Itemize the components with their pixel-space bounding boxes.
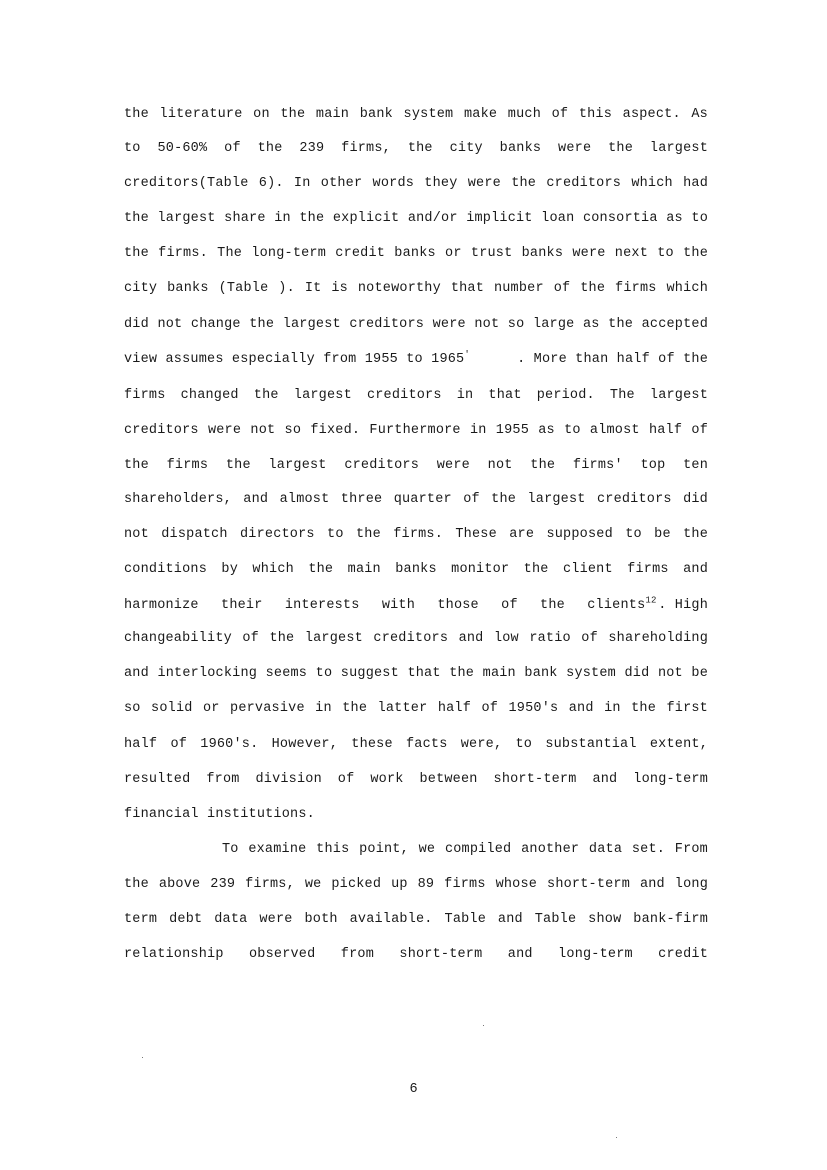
text-line-24: term debt data were both available. Table and Table show bank-firm <box>124 912 708 927</box>
scan-speck <box>142 1057 143 1058</box>
text-line-12: shareholders, and almost three quarter of the largest creditors did <box>124 492 708 507</box>
text-line-13: not dispatch directors to the firms. These are supposed to be the <box>124 527 708 542</box>
text-line-7: did not change the largest creditors were not so large as the accepted <box>124 317 708 332</box>
text-line-23: the above 239 firms, we picked up 89 firms whose short-term and long <box>124 877 708 892</box>
text-line-3: creditors(Table 6). In other words they were the creditors which had <box>124 176 708 191</box>
text-line-11: the firms the largest creditors were not the firms' top ten <box>124 458 708 473</box>
text-line-19: half of 1960's. However, these facts were, to substantial extent, <box>124 737 708 752</box>
text-line-21: financial institutions. <box>124 807 315 822</box>
text-line-15-main: harmonize their interests with those of the clients <box>124 598 646 613</box>
text-line-4: the largest share in the explicit and/or implicit loan consortia as to <box>124 211 708 226</box>
footnote-mark-line-8: ' <box>464 349 470 360</box>
page-number: 6 <box>409 1082 418 1097</box>
text-line-14: conditions by which the main banks monitor the client firms and <box>124 562 708 577</box>
text-line-10: creditors were not so fixed. Furthermore in 1955 as to almost half of <box>124 423 708 438</box>
scan-speck <box>616 1137 617 1138</box>
text-line-22: To examine this point, we compiled another data set. From <box>222 842 708 857</box>
text-line-16: changeability of the largest creditors and low ratio of shareholding <box>124 631 708 646</box>
footnote-mark-line-15: 12 <box>645 595 657 606</box>
text-line-18: so solid or pervasive in the latter half of 1950's and in the first <box>124 701 708 716</box>
text-line-15 <box>124 597 708 615</box>
text-line-25: relationship observed from short-term and long-term credit <box>124 947 708 962</box>
text-line-15-tail: . High <box>658 598 708 613</box>
text-line-17: and interlocking seems to suggest that the main bank system did not be <box>124 666 708 681</box>
text-line-8-tail: . More than half of the <box>517 352 708 367</box>
text-line-8 <box>124 351 708 369</box>
text-line-1: the literature on the main bank system make much of this aspect. As <box>124 107 708 122</box>
scan-speck <box>483 1025 484 1026</box>
text-line-8-main: view assumes especially from 1955 to 1965 <box>124 352 465 367</box>
text-line-2: to 50-60% of the 239 firms, the city banks were the largest <box>124 141 708 156</box>
text-line-6: city banks (Table ). It is noteworthy that number of the firms which <box>124 281 708 296</box>
text-line-9: firms changed the largest creditors in that period. The largest <box>124 388 708 403</box>
text-line-20: resulted from division of work between short-term and long-term <box>124 772 708 787</box>
text-line-5: the firms. The long-term credit banks or trust banks were next to the <box>124 246 708 261</box>
